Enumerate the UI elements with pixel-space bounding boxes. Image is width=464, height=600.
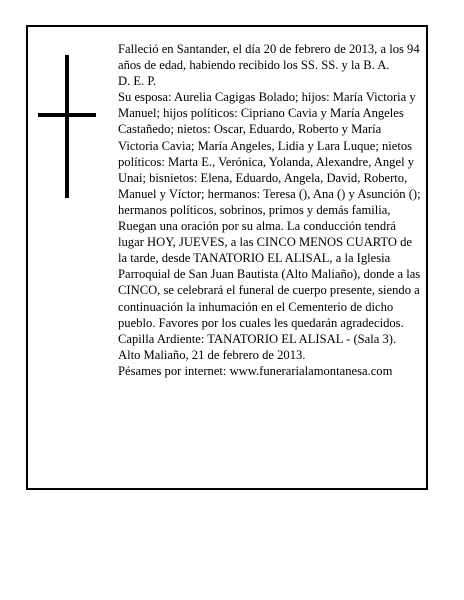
death-notice: Falleció en Santander, el día 20 de febrero de 2013, a los 94 años de edad, habiendo recibido los SS. SS. y la B. A. bbox=[118, 42, 420, 73]
place-date: Alto Maliaño, 21 de febrero de 2013. bbox=[118, 347, 306, 362]
obituary-text bbox=[118, 41, 423, 379]
obituary-notice bbox=[26, 25, 428, 490]
cross-vertical-bar bbox=[65, 55, 69, 198]
cross-icon bbox=[38, 55, 98, 200]
rip-line: D. E. P. bbox=[118, 74, 157, 89]
funeral-info: Ruegan una oración por su alma. La conducción tendrá lugar HOY, JUEVES, a las CINCO MENOS CUARTO de la tarde, desde TANATORIO EL ALISAL, a la Iglesia Parroquial de San Juan Bautista (Alto Maliaño), donde a las CINCO, se celebrará el funeral de cuerpo presente, siendo a continuación la inhumación en el Cementerio de dicho pueblo. Favores por los cuales les quedarán agradecidos. Capilla Ardiente: TANATORIO EL ALISAL - (Sala 3). bbox=[118, 219, 421, 346]
cross-horizontal-bar bbox=[38, 113, 96, 117]
condolences-line: Pésames por internet: www.funerarialamontanesa.com bbox=[118, 363, 393, 378]
family-list: Su esposa: Aurelia Cagigas Bolado; hijos: María Victoria y Manuel; hijos políticos: Cipriano Cavia y María Angeles Castañedo; nietos: Oscar, Eduardo, Roberto y María Victoria Cavia; María Angeles, Lidia y Lara Luque; nietos políticos: Marta E., Verónica, Yolanda, Alexandre, Angel y Unai; bisnietos: Elena, Eduardo, Angela, David, Roberto, Manuel y Víctor; hermanos: Teresa (), Ana () y Asunción (); hermanos políticos, sobrinos, primos y demás familia, bbox=[118, 90, 421, 217]
